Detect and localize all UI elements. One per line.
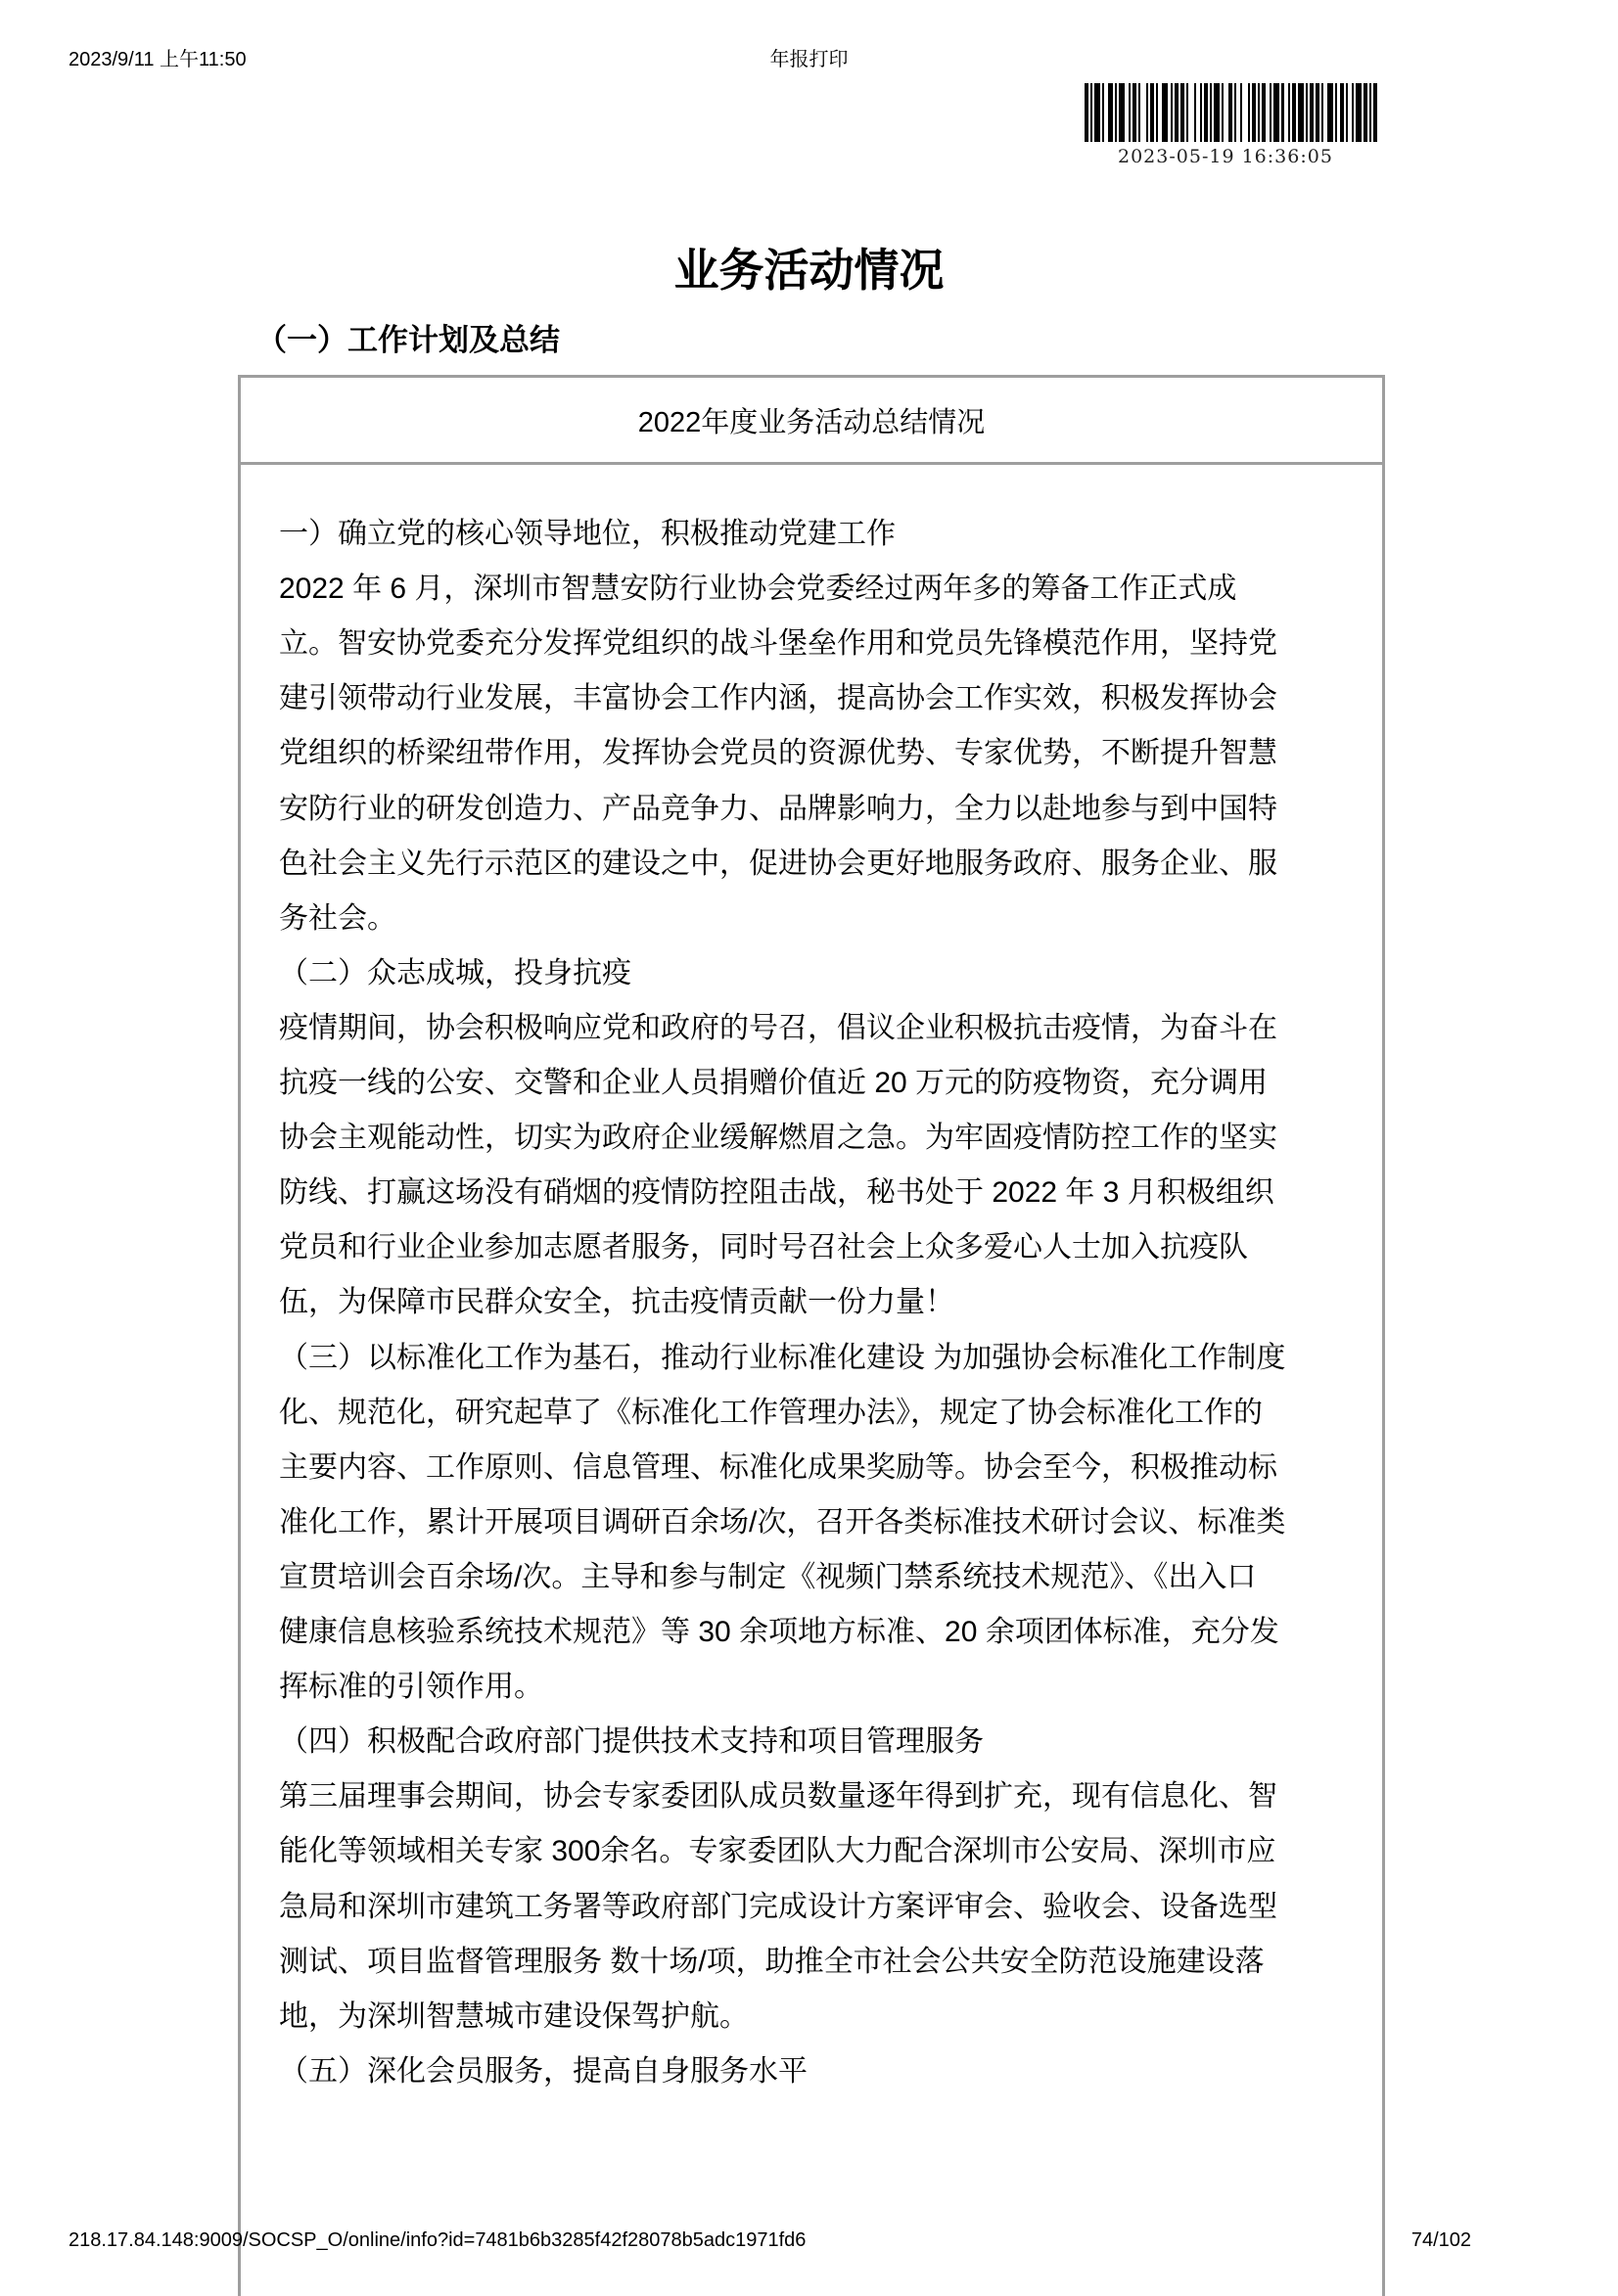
body-text-line: （三）以标准化工作为基石，推动行业标准化建设 为加强协会标准化工作制度 [279, 1341, 1286, 1374]
body-text-line: 宣贯培训会百余场/次。主导和参与制定《视频门禁系统技术规范》、《出入口 [279, 1560, 1257, 1593]
body-text-line: 协会主观能动性，切实为政府企业缓解燃眉之急。为牢固疫情防控工作的坚实 [279, 1122, 1277, 1155]
page-url: 218.17.84.148:9009/SOCSP_O/online/info?id=7481b6b3285f42f28078b5adc1971fd6 [69, 2229, 807, 2251]
body-text-line: 健康信息核验系统技术规范》等 30 余项地方标准、20 余项团体标准，充分发 [279, 1616, 1279, 1648]
body-text-line: 2022 年 6 月，深圳市智慧安防行业协会党委经过两年多的筹备工作正式成 [279, 573, 1237, 606]
body-text-line: 地，为深圳智慧城市建设保驾护航。 [279, 1999, 749, 2033]
barcode-icon [1085, 83, 1378, 142]
body-text-line: 急局和深圳市建筑工务署等政府部门完成设计方案评审会、验收会、设备选型 [279, 1890, 1277, 1923]
table-header [241, 378, 1382, 465]
body-text-line: 安防行业的研发创造力、产品竞争力、品牌影响力，全力以赴地参与到中国特 [279, 792, 1277, 825]
body-text-line: 党组织的桥梁纽带作用，发挥协会党员的资源优势、专家优势，不断提升智慧 [279, 737, 1277, 770]
body-text-line: 务社会。 [279, 901, 396, 935]
print-datetime: 2023/9/11 上午11:50 [69, 49, 247, 70]
print-page-title: 年报打印 [769, 49, 849, 70]
page-number: 74/102 [1410, 2229, 1471, 2251]
body-text-line: 准化工作，累计开展项目调研百余场/次，召开各类标准技术研讨会议、标准类 [279, 1505, 1286, 1538]
body-text-line: 防线、打赢这场没有硝烟的疫情防控阻击战，秘书处于 2022 年 3 月积极组织 [279, 1176, 1274, 1210]
body-text-line: 色社会主义先行示范区的建设之中，促进协会更好地服务政府、服务企业、服 [279, 847, 1277, 880]
body-text-line: 主要内容、工作原则、信息管理、标准化成果奖励等。协会至今，积极推动标 [279, 1450, 1277, 1484]
body-text-line: 建引领带动行业发展，丰富协会工作内涵，提高协会工作实效，积极发挥协会 [279, 682, 1277, 715]
body-text-line: 测试、项目监督管理服务 数十场/项，助推全市社会公共安全防范设施建设落 [279, 1945, 1265, 1978]
body-text-line: 抗疫一线的公安、交警和企业人员捐赠价值近 20 万元的防疫物资，充分调用 [279, 1067, 1269, 1099]
body-text-line: 疫情期间，协会积极响应党和政府的号召，倡议企业积极抗击疫情，为奋斗在 [279, 1011, 1277, 1044]
page-title: 业务活动情况 [673, 245, 945, 296]
summary-table [238, 375, 1385, 2296]
barcode-timestamp: 2023-05-19 16:36:05 [1118, 146, 1333, 167]
barcode-block [1085, 83, 1378, 167]
section-heading: （一）工作计划及总结 [256, 323, 560, 357]
body-text-line: （二）众志成城，投身抗疫 [279, 956, 631, 989]
body-text-line: （五）深化会员服务，提高自身服务水平 [279, 2054, 808, 2088]
body-text-line: 一）确立党的核心领导地位，积极推动党建工作 [279, 518, 896, 550]
body-text-line: （四）积极配合政府部门提供技术支持和项目管理服务 [279, 1725, 984, 1759]
body-text-line: 伍，为保障市民群众安全，抗击疫情贡献一份力量！ [279, 1286, 954, 1319]
body-text-line: 能化等领域相关专家 300余名。专家委团队大力配合深圳市公安局、深圳市应 [279, 1835, 1276, 1868]
body-text-line: 第三届理事会期间，协会专家委团队成员数量逐年得到扩充，现有信息化、智 [279, 1780, 1277, 1814]
body-text-line: 化、规范化，研究起草了《标准化工作管理办法》，规定了协会标准化工作的 [279, 1396, 1263, 1429]
table-header-text: 2022年度业务活动总结情况 [637, 406, 986, 438]
body-text-line: 党员和行业企业参加志愿者服务，同时号召社会上众多爱心人士加入抗疫队 [279, 1231, 1248, 1264]
body-text-line: 立。智安协党委充分发挥党组织的战斗堡垒作用和党员先锋模范作用，坚持党 [279, 627, 1277, 661]
body-text-line: 挥标准的引领作用。 [279, 1671, 543, 1704]
